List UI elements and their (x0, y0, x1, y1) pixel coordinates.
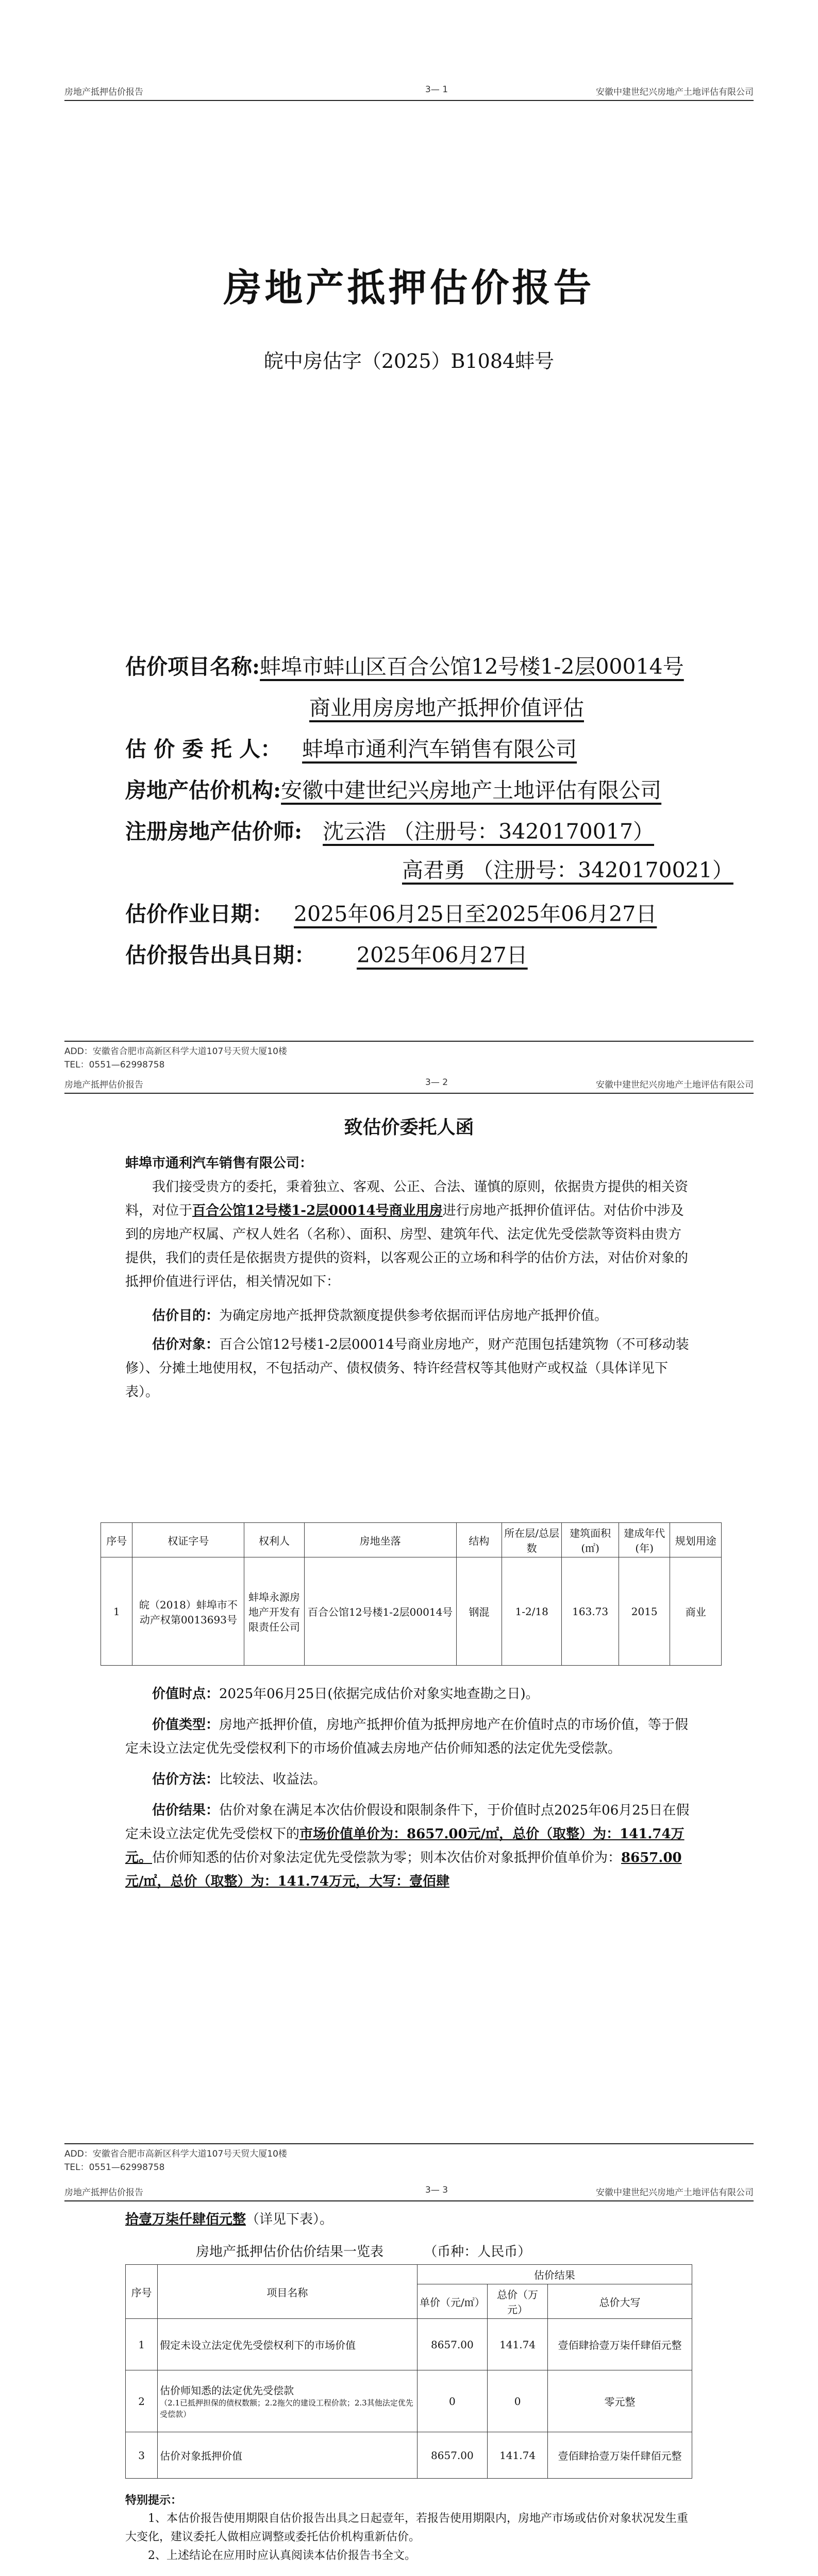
rt-cell-unit: 0 (417, 2370, 487, 2432)
header-page-number: 3— 1 (425, 84, 448, 95)
result-table-title-text: 房地产抵押估价估价结果一览表 (196, 2244, 384, 2260)
header-left: 房地产抵押估价报告 (64, 1080, 143, 1090)
special-notes (125, 2491, 692, 2565)
agency-value: 安徽中建世纪兴房地产土地评估有限公司 (281, 778, 662, 803)
client-value: 蚌埠市通利汽车销售有限公司 (302, 737, 577, 761)
result-table-title (196, 2241, 531, 2260)
rt-col-no: 序号 (126, 2265, 158, 2319)
cell-no: 1 (101, 1557, 132, 1666)
cell-floor: 1-2/18 (502, 1557, 562, 1666)
rt-cell-no: 2 (126, 2370, 158, 2432)
appraiser-row (125, 817, 654, 846)
purpose-para (125, 1304, 692, 1328)
appraiser-1: 沈云浩 （注册号：3420170017） (323, 819, 655, 844)
col-owner: 权利人 (244, 1523, 304, 1557)
rt-cell-caps: 零元整 (548, 2370, 692, 2432)
col-use: 规划用途 (670, 1523, 722, 1557)
client-label: 估 价 委 托 人： (125, 737, 282, 761)
intro-property: 百合公馆12号楼1-2层00014号商业用房 (192, 1203, 443, 1218)
appraiser-2: 高君勇 （注册号：3420170021） (402, 858, 733, 883)
letter-intro (125, 1175, 692, 1294)
method-text: 比较法、收益法。 (219, 1772, 327, 1787)
letter-title: 致估价委托人函 (344, 1116, 474, 1138)
rt-cell-total: 141.74 (488, 2432, 548, 2479)
intro-text: 我们接受贵方的委托，秉着独立、客观、公正、合法、谨慎的原则，依据贵方提供的相关资料，对位于 (125, 1179, 689, 1218)
rt-cell-item-main: 估价师知悉的法定优先受偿款 (160, 2384, 294, 2397)
result-continuation (125, 2208, 692, 2231)
rt-cell-unit: 8657.00 (417, 2319, 487, 2370)
value-type-text: 房地产抵押价值，房地产抵押价值为抵押房地产在价值时点的市场价值，等于假定未设立法定优先受偿权利下的市场价值减去房地产估价师知悉的法定优先受偿款。 (125, 1717, 689, 1756)
header-left: 房地产抵押估价报告 (64, 2188, 143, 2198)
intro-text-end: 进行房地产抵押价值评估。对估价中涉及到的房地产权属、产权人姓名（名称）、面积、房型、建筑年代、法定优先受偿款等资料由贵方提供，我们的责任是依据贵方提供的资料，以客观公正的立场和科学的估价方法，对估价对象的抵押价值进行评估，相关情况如下： (125, 1203, 689, 1290)
cell-structure: 钢混 (456, 1557, 502, 1666)
object-text: 百合公馆12号楼1-2层00014号商业房地产，财产范围包括建筑物（不可移动装修）、分摊土地使用权，不包括动产、债权债务、特许经营权等其他财产或权益（具体详见下表）。 (125, 1337, 689, 1400)
header-page-number: 3— 3 (425, 2185, 448, 2195)
rt-cell-item: 估价对象抵押价值 (158, 2432, 418, 2479)
rt-cell-total: 141.74 (488, 2319, 548, 2370)
header-right: 安徽中建世纪兴房地产土地评估有限公司 (596, 2188, 754, 2198)
result-tail: （详见下表）。 (246, 2212, 333, 2227)
cell-use: 商业 (670, 1557, 722, 1666)
client-row (125, 734, 577, 764)
value-date-label: 价值时点： (152, 1686, 220, 1702)
page-letter (0, 1074, 818, 2179)
agency-label: 房地产估价机构: (125, 778, 281, 803)
page-header (64, 2182, 754, 2201)
header-right: 安徽中建世纪兴房地产土地评估有限公司 (596, 1080, 754, 1090)
cell-cert: 皖（2018）蚌埠市不动产权第0013693号 (132, 1557, 244, 1666)
col-no: 序号 (101, 1523, 132, 1557)
note-1: 1、本估价报告使用期限自估价报告出具之日起壹年，若报告使用期限内，房地产市场或估价对象状况发生重大变化，建议委托人做相应调整或委托估价机构重新估价。 (125, 2512, 689, 2544)
report-doc-number: 皖中房估字（2025）B1084蚌号 (263, 350, 555, 372)
header-page-number: 3— 2 (425, 1077, 448, 1088)
col-area: 建筑面积(㎡) (562, 1523, 619, 1557)
result-label: 估价结果： (152, 1803, 220, 1818)
table-row (126, 2319, 692, 2370)
rt-col-caps: 总价大写 (548, 2284, 692, 2319)
result-caps-continuation: 拾壹万柒仟肆佰元整 (125, 2212, 246, 2227)
issue-date-value: 2025年06月27日 (357, 943, 528, 968)
project-name-label: 估价项目名称: (125, 654, 260, 679)
letter-body (125, 1151, 692, 1404)
letter-salutation: 蚌埠市通利汽车销售有限公司： (125, 1156, 313, 1171)
rt-col-item: 项目名称 (158, 2265, 418, 2319)
object-label: 估价对象： (152, 1337, 220, 1352)
page-header (64, 81, 754, 101)
agency-row (125, 775, 661, 805)
project-name-row (125, 652, 684, 682)
cell-year: 2015 (619, 1557, 670, 1666)
report-title: 房地产抵押估价报告 (223, 266, 595, 310)
purpose-text: 为确定房地产抵押贷款额度提供参考依据而评估房地产抵押价值。 (219, 1308, 608, 1324)
note-2: 2、上述结论在应用时应认真阅读本估价报告书全文。 (148, 2549, 416, 2562)
footer-tel: TEL：0551—62998758 (64, 2162, 165, 2173)
result-table-header (126, 2265, 692, 2284)
project-name-value-1: 蚌埠市蚌山区百合公馆12号楼1-2层00014号 (260, 654, 684, 679)
rt-col-total: 总价（万元） (488, 2284, 548, 2319)
col-cert: 权证字号 (132, 1523, 244, 1557)
issue-date-row (125, 940, 528, 970)
result-para (125, 1799, 692, 1893)
rt-cell-unit: 8657.00 (417, 2432, 487, 2479)
rt-cell-item: 假定未设立法定优先受偿权利下的市场价值 (158, 2319, 418, 2370)
project-name-row-2 (309, 693, 584, 723)
header-left: 房地产抵押估价报告 (64, 87, 143, 97)
period-row (125, 899, 657, 929)
rt-cell-no: 3 (126, 2432, 158, 2479)
table-row (101, 1557, 722, 1666)
value-type-para (125, 1713, 692, 1760)
appraiser-label: 注册房地产估价师: (125, 819, 303, 844)
col-floor: 所在层/总层数 (502, 1523, 562, 1557)
page-cover (0, 0, 818, 1072)
col-year: 建成年代(年) (619, 1523, 670, 1557)
page-footer (64, 1041, 754, 1072)
method-para (125, 1768, 692, 1791)
rt-cell-caps: 壹佰肆拾壹万柒仟肆佰元整 (548, 2319, 692, 2370)
result-text: 估价对象在满足本次估价假设和限制条件下，于价值时点2025年06月25日在假定未设立法定优先受偿权下的 (125, 1803, 690, 1842)
page-header (64, 1074, 754, 1094)
issue-date-label: 估价报告出具日期： (125, 943, 315, 968)
cell-area: 163.73 (562, 1557, 619, 1666)
rt-col-group: 估价结果 (417, 2265, 692, 2284)
purpose-label: 估价目的： (152, 1308, 220, 1324)
rt-cell-caps: 壹佰肆拾壹万柒仟肆佰元整 (548, 2432, 692, 2479)
col-structure: 结构 (456, 1523, 502, 1557)
period-label: 估价作业日期： (125, 902, 273, 926)
letter-body-2 (125, 1682, 692, 1893)
value-type-label: 价值类型： (152, 1717, 220, 1733)
cell-owner: 蚌埠永源房地产开发有限责任公司 (244, 1557, 304, 1666)
page-footer (64, 2143, 754, 2174)
asset-table (101, 1522, 722, 1666)
result-table-currency: （币种：人民币） (424, 2244, 531, 2260)
asset-table-header (101, 1523, 722, 1557)
cell-location: 百合公馆12号楼1-2层00014号 (304, 1557, 456, 1666)
method-label: 估价方法： (152, 1772, 220, 1787)
project-name-value-2: 商业用房房地产抵押价值评估 (309, 696, 584, 720)
footer-address: ADD：安徽省合肥市高新区科学大道107号天贸大厦10楼 (64, 1046, 287, 1057)
result-mortgage-value: 8657.00元/㎡，总价（取整）为：141.74万元，大写：壹佰肆 (125, 1850, 682, 1889)
value-date-text: 2025年06月25日(依据完成估价对象实地查勘之日)。 (219, 1686, 539, 1702)
table-row (126, 2370, 692, 2432)
result-market-value: 市场价值单价为：8657.00元/㎡，总价（取整）为：141.74万元。 (125, 1826, 685, 1866)
value-date-para (125, 1682, 692, 1706)
rt-cell-item (158, 2370, 418, 2432)
object-para (125, 1333, 692, 1404)
table-row (126, 2432, 692, 2479)
period-value: 2025年06月25日至2025年06月27日 (294, 902, 657, 926)
header-right: 安徽中建世纪兴房地产土地评估有限公司 (596, 87, 754, 97)
page-results (0, 2182, 818, 2576)
footer-address: ADD：安徽省合肥市高新区科学大道107号天贸大厦10楼 (64, 2149, 287, 2159)
rt-col-unit: 单价（元/㎡） (417, 2284, 487, 2319)
notes-title: 特别提示： (125, 2494, 182, 2507)
appraiser-row-2 (402, 855, 733, 885)
rt-cell-total: 0 (488, 2370, 548, 2432)
rt-cell-no: 1 (126, 2319, 158, 2370)
col-location: 房地坐落 (304, 1523, 456, 1557)
rt-cell-item-sub: （2.1已抵押担保的债权数额；2.2拖欠的建设工程价款；2.3其他法定优先受偿款） (160, 2398, 413, 2419)
footer-tel: TEL：0551—62998758 (64, 1060, 165, 1070)
result-table (125, 2264, 692, 2479)
result-text-mid: 估价师知悉的估价对象法定优先受偿款为零；则本次估价对象抵押价值单价为： (152, 1850, 622, 1866)
